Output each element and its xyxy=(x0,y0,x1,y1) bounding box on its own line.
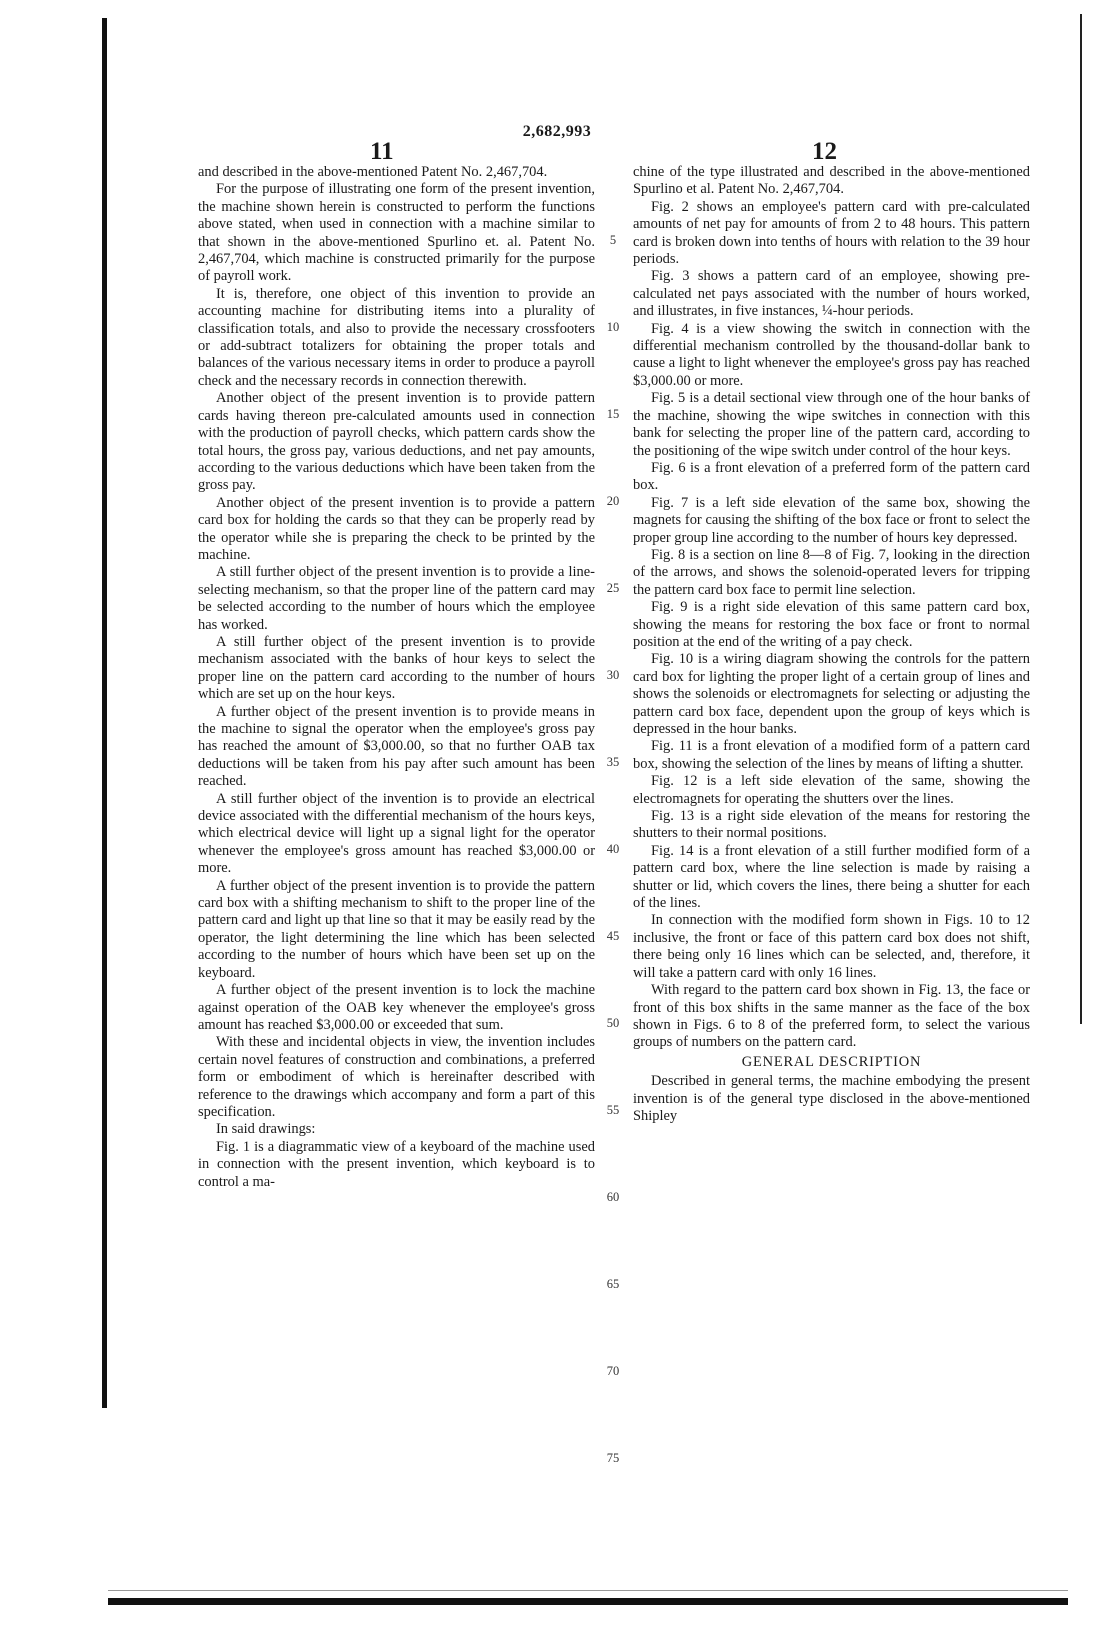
line-number: 50 xyxy=(606,1016,620,1030)
paragraph: A still further object of the present invention is to provide mechanism associated with the banks of hour keys to select the proper line on the pattern card according to the number of hours which are set up on the hour keys. xyxy=(198,633,595,703)
paragraph: Described in general terms, the machine embodying the present invention is of the general type disclosed in the above-mentioned Shipley xyxy=(633,1073,1030,1124)
right-column-number: 12 xyxy=(812,138,837,165)
scan-edge-bottom xyxy=(108,1598,1068,1605)
paragraph: Fig. 13 is a right side elevation of the means for restoring the shutters to their normal positions. xyxy=(633,808,1030,842)
paragraph: Fig. 12 is a left side elevation of the same, showing the electromagnets for operating the shutters over the lines. xyxy=(633,773,1030,807)
line-number: 70 xyxy=(606,1364,620,1378)
paragraph: Fig. 9 is a right side elevation of this same pattern card box, showing the means for restoring the box face or front to normal position at the end of the writing of a pay check. xyxy=(633,599,1030,650)
paragraph: Fig. 6 is a front elevation of a preferred form of the pattern card box. xyxy=(633,459,1030,494)
scan-edge-left xyxy=(102,18,107,1408)
line-number: 55 xyxy=(606,1103,620,1117)
paragraph: Fig. 7 is a left side elevation of the same box, showing the magnets for causing the shifting of the box face or front to select the proper group line according to the number of hours key depressed. xyxy=(633,494,1030,546)
scan-edge-right xyxy=(1080,14,1082,1024)
paragraph: With regard to the pattern card box shown in Fig. 13, the face or front of this box shifts in the same manner as the face of the box shown in Figs. 6 to 8 of the preferred form, to select the various groups of numbers on the pattern card. xyxy=(633,982,1030,1051)
line-number: 60 xyxy=(606,1190,620,1204)
paragraph: Fig. 14 is a front elevation of a still further modified form of a pattern card box, where the line selection is made by raising a shutter or lid, which covers the lines, there being a shutter for each of the lines. xyxy=(633,842,1030,912)
paragraph: Fig. 4 is a view showing the switch in connection with the differential mechanism controlled by the thousand-dollar bank to cause a light to light whenever the employee's gross pay has reached $3,000.00 or more. xyxy=(633,320,1030,389)
paragraph: Fig. 10 is a wiring diagram showing the controls for the pattern card box for lighting the proper light of a certain group of lines and shows the solenoids or electromagnets for selecting or adjusting the pattern card box face, dependent upon the group of keys which is depressed in the hour banks. xyxy=(633,651,1030,737)
section-heading: GENERAL DESCRIPTION xyxy=(741,1053,922,1070)
paragraph: and described in the above-mentioned Patent No. 2,467,704. xyxy=(198,164,548,180)
line-number: 15 xyxy=(606,407,620,421)
paragraph: A further object of the present invention is to provide the pattern card box with a shifting mechanism to shift to the proper line of the pattern card and light up that line so that it may be easily read by the operator, the light determining the line which has been selected according to the number of hours which have been set up on the keyboard. xyxy=(198,877,595,981)
scan-edge-bottom-line xyxy=(108,1590,1068,1591)
patent-number: 2,682,993 xyxy=(522,123,592,140)
line-number: 25 xyxy=(606,581,620,595)
paragraph: Another object of the present invention is to provide a pattern card box for holding the cards so that they can be properly read by the operator while she is preparing the check to be printed by the machine. xyxy=(198,494,595,563)
paragraph: A still further object of the present invention is to provide a line-selecting mechanism, so that the proper line of the pattern card may be selected according to the number of hours which the employee has worked. xyxy=(198,564,595,633)
paragraph: Fig. 11 is a front elevation of a modified form of a pattern card box, showing the selection of the lines by means of lifting a shutter. xyxy=(633,738,1030,772)
line-number: 5 xyxy=(609,233,617,247)
paragraph: In connection with the modified form shown in Figs. 10 to 12 inclusive, the front or face of this pattern card box does not shift, there being only 16 lines which can be selected, and, therefore, it will take a pattern card with only 16 lines. xyxy=(633,912,1030,981)
right-column xyxy=(633,164,1030,1125)
paragraph: Fig. 3 shows a pattern card of an employee, showing pre-calculated net pays associated with the number of hours worked, and illustrates, in five instances, ¼-hour periods. xyxy=(633,268,1030,320)
paragraph: Fig. 1 is a diagrammatic view of a keyboard of the machine used in connection with the present invention, which keyboard is to control a ma- xyxy=(198,1138,595,1190)
line-number: 30 xyxy=(606,668,620,682)
paragraph: Another object of the present invention is to provide pattern cards having thereon pre-calculated amounts used in connection with the production of payroll checks, which pattern cards show the total hours, the gross pay, various deductions, and net pay amounts, according to the various deductions which have been taken from the gross pay. xyxy=(198,390,595,494)
paragraph: chine of the type illustrated and described in the above-mentioned Spurlino et al. Patent No. 2,467,704. xyxy=(633,164,1030,198)
line-number: 75 xyxy=(606,1451,620,1465)
line-number: 45 xyxy=(606,929,620,943)
paragraph: It is, therefore, one object of this invention to provide an accounting machine for distributing items into a plurality of classification totals, and also to provide the necessary crossfooters or add-subtract totalizers for obtaining the proper totals and balances of the various necessary items in order to produce a payroll check and the necessary records in connection therewith. xyxy=(198,285,595,389)
paragraph: A further object of the present invention is to provide means in the machine to signal the operator when the employee's gross pay has reached the amount of $3,000.00, so that no further OAB tax deductions will be taken from his pay after such amount has been reached. xyxy=(198,703,595,790)
line-number: 35 xyxy=(606,755,620,769)
paragraph: With these and incidental objects in view, the invention includes certain novel features of construction and combinations, a preferred form or embodiment of which is hereinafter described with reference to the drawings which accompany and form a part of this specification. xyxy=(198,1034,595,1120)
line-number: 40 xyxy=(606,842,620,856)
paragraph: Fig. 5 is a detail sectional view through one of the hour banks of the machine, showing the wipe switches in connection with this bank for selecting the proper line of the pattern card, according to the positioning of the wipe switch under control of the hour keys. xyxy=(633,390,1030,459)
paragraph: In said drawings: xyxy=(216,1121,316,1138)
line-number: 10 xyxy=(606,320,620,334)
paragraph: Fig. 2 shows an employee's pattern card with pre-calculated amounts of net pay for amounts of from 2 to 48 hours. This pattern card is broken down into tenths of hours with relation to the 39 hour periods. xyxy=(633,198,1030,268)
paragraph: A still further object of the invention is to provide an electrical device associated with the differential mechanism of the hours keys, which electrical device will light up a signal light for the operator whenever the employee's gross amount has reached $3,000.00 or more. xyxy=(198,790,595,877)
left-column xyxy=(198,164,595,1191)
paragraph: A further object of the present invention is to lock the machine against operation of the OAB key whenever the employee's gross amount has reached $3,000.00 or exceeded that sum. xyxy=(198,982,595,1033)
line-number: 65 xyxy=(606,1277,620,1291)
line-number: 20 xyxy=(606,494,620,508)
left-column-number: 11 xyxy=(370,138,394,165)
paragraph: Fig. 8 is a section on line 8—8 of Fig. 7, looking in the direction of the arrows, and shows the solenoid-operated levers for tripping the pattern card box face to permit line selection. xyxy=(633,546,1030,598)
paragraph: For the purpose of illustrating one form of the present invention, the machine shown herein is constructed to perform the functions above stated, when used in connection with a machine similar to that shown in the above-mentioned Spurlino et. al. Patent No. 2,467,704, which machine is constructed primarily for the purpose of payroll work. xyxy=(198,181,595,285)
